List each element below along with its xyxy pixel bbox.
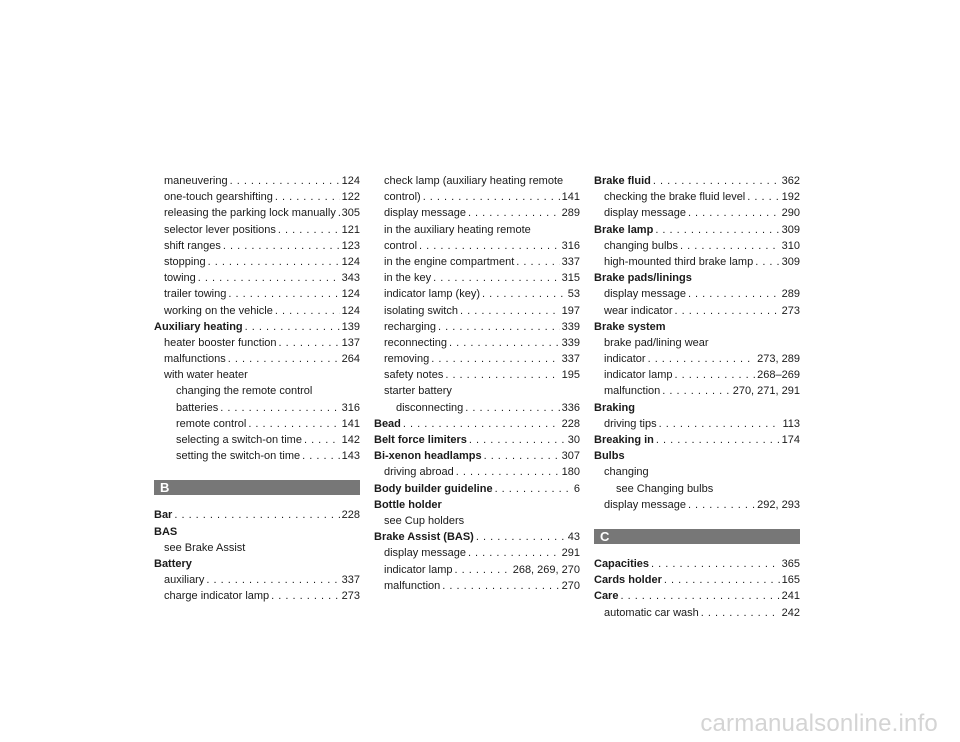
index-term: wear indicator <box>604 304 673 317</box>
index-entry <box>374 531 580 547</box>
dot-leader <box>431 353 559 365</box>
watermark: carmanualsonline.info <box>700 710 938 737</box>
index-entry <box>594 207 800 223</box>
dot-leader <box>423 191 560 203</box>
index-entry <box>594 321 800 337</box>
index-term: Care <box>594 590 619 603</box>
dot-leader <box>468 547 560 559</box>
index-term: driving tips <box>604 417 657 430</box>
index-entry <box>594 385 800 401</box>
index-term: remote control <box>176 417 247 430</box>
dot-leader <box>688 288 780 300</box>
index-entry <box>374 207 580 223</box>
section-header: C <box>594 529 800 544</box>
index-term: indicator lamp (key) <box>384 288 480 301</box>
index-entry <box>374 547 580 563</box>
page-reference[interactable]: 289 <box>781 288 800 301</box>
index-entry <box>154 418 360 434</box>
dot-leader <box>755 256 779 268</box>
index-entry <box>594 418 800 434</box>
index-entry <box>154 224 360 240</box>
page-reference[interactable]: 290 <box>781 207 800 220</box>
dot-leader <box>656 434 780 446</box>
index-term: checking the brake fluid level <box>604 191 746 204</box>
index-term: recharging <box>384 320 436 333</box>
index-term: towing <box>164 272 196 285</box>
index-term: malfunction <box>384 579 441 592</box>
index-term: isolating switch <box>384 304 458 317</box>
dot-leader <box>220 402 339 414</box>
index-entry <box>594 272 800 288</box>
index-term: control) <box>384 191 421 204</box>
dot-leader <box>662 385 730 397</box>
dot-leader <box>198 272 340 284</box>
index-term: one-touch gearshifting <box>164 191 273 204</box>
page-reference[interactable]: 268–269 <box>757 369 800 382</box>
page-reference[interactable]: 336 <box>561 401 580 414</box>
index-column-3 <box>594 175 800 623</box>
index-entry <box>374 272 580 288</box>
index-term: Braking <box>594 401 635 414</box>
index-term: Brake lamp <box>594 223 654 236</box>
index-entry <box>374 385 580 401</box>
index-term: Body builder guideline <box>374 482 493 495</box>
page-reference[interactable]: 121 <box>341 223 360 236</box>
dot-leader <box>338 207 340 219</box>
dot-leader <box>433 272 560 284</box>
dot-leader <box>655 224 779 236</box>
index-term: Brake system <box>594 320 666 333</box>
page-reference[interactable]: 165 <box>781 574 800 587</box>
index-column-2 <box>374 175 580 596</box>
dot-leader <box>403 418 560 430</box>
page-reference[interactable]: 270, 271, 291 <box>732 385 800 398</box>
index-entry <box>154 272 360 288</box>
dot-leader <box>454 564 510 576</box>
index-entry <box>374 580 580 596</box>
page-reference[interactable]: 124 <box>341 175 360 187</box>
page-reference[interactable]: 339 <box>561 320 580 333</box>
dot-leader <box>495 483 572 495</box>
index-term: auxiliary <box>164 574 205 587</box>
dot-leader <box>468 207 560 219</box>
page-reference[interactable]: 195 <box>561 369 580 382</box>
page-reference[interactable]: 343 <box>341 272 360 285</box>
dot-leader <box>516 256 559 268</box>
index-entry <box>374 434 580 450</box>
page-reference[interactable]: 310 <box>781 239 800 252</box>
index-term: removing <box>384 353 430 366</box>
index-term: see Brake Assist <box>164 541 246 554</box>
index-term: selector lever positions <box>164 223 276 236</box>
index-entry <box>154 256 360 272</box>
page-reference[interactable]: 142 <box>341 434 360 446</box>
index-entry <box>594 466 800 482</box>
index-entry <box>154 240 360 256</box>
dot-leader <box>674 369 755 381</box>
index-entry <box>154 402 360 418</box>
page-reference[interactable]: 242 <box>781 606 800 619</box>
index-term: changing bulbs <box>604 239 679 252</box>
index-term: Bi-xenon headlamps <box>374 450 482 463</box>
index-term: in the auxiliary heating remote <box>384 223 531 236</box>
index-entry <box>374 224 580 240</box>
index-term: Bar <box>154 509 173 522</box>
index-entry <box>594 590 800 606</box>
page-reference[interactable]: 122 <box>341 191 360 204</box>
dot-leader <box>476 531 566 543</box>
index-entry <box>374 564 580 580</box>
index-term: Bead <box>374 417 401 430</box>
index-entry <box>594 574 800 590</box>
page-reference[interactable]: 309 <box>781 255 800 268</box>
index-term: maneuvering <box>164 175 228 187</box>
page-reference[interactable]: 337 <box>341 574 360 587</box>
page-reference[interactable]: 292, 293 <box>757 498 800 511</box>
dot-leader <box>460 305 560 317</box>
index-term: see Cup holders <box>384 514 465 527</box>
dot-leader <box>271 590 339 602</box>
index-entry <box>374 353 580 369</box>
index-term: Brake pads/linings <box>594 272 692 285</box>
index-term: selecting a switch-on time <box>176 434 302 446</box>
page-reference[interactable]: 365 <box>781 557 800 570</box>
page-reference[interactable]: 315 <box>561 272 580 285</box>
index-entry <box>154 590 360 606</box>
dot-leader <box>469 434 566 446</box>
index-term: Brake fluid <box>594 175 651 187</box>
dot-leader <box>275 305 340 317</box>
page-reference[interactable]: 339 <box>561 336 580 349</box>
index-entry <box>594 240 800 256</box>
page-reference[interactable]: 124 <box>341 255 360 268</box>
index-term: display message <box>384 547 466 560</box>
page-reference[interactable]: 174 <box>781 434 800 446</box>
index-entry <box>374 191 580 207</box>
page-reference[interactable]: 139 <box>341 320 360 333</box>
index-entry <box>154 191 360 207</box>
page-reference[interactable]: 141 <box>561 191 580 204</box>
dot-leader <box>206 574 339 586</box>
dot-leader <box>465 402 559 414</box>
page-reference[interactable]: 291 <box>561 547 580 560</box>
index-entry <box>594 434 800 450</box>
page-reference[interactable]: 309 <box>781 223 800 236</box>
dot-leader <box>456 466 560 478</box>
dot-leader <box>438 321 560 333</box>
page-reference[interactable]: 124 <box>341 288 360 301</box>
page-reference[interactable]: 362 <box>781 175 800 187</box>
dot-leader <box>228 353 340 365</box>
dot-leader <box>275 191 340 203</box>
index-term: Auxiliary heating <box>154 320 243 333</box>
index-entry <box>594 191 800 207</box>
index-entry <box>154 353 360 369</box>
page-reference[interactable]: 43 <box>567 531 580 544</box>
index-term: setting the switch-on time <box>176 450 301 463</box>
index-term: malfunction <box>604 385 661 398</box>
page-reference[interactable]: 273 <box>341 590 360 603</box>
page-reference[interactable]: 337 <box>561 255 580 268</box>
page-reference[interactable]: 305 <box>341 207 360 220</box>
index-term: Cards holder <box>594 574 662 587</box>
dot-leader <box>245 321 340 333</box>
dot-leader <box>248 418 339 430</box>
index-term: automatic car wash <box>604 606 699 619</box>
index-term: heater booster function <box>164 336 277 349</box>
page-reference[interactable]: 273 <box>781 304 800 317</box>
index-term: in the key <box>384 272 432 285</box>
dot-leader <box>302 450 340 462</box>
index-entry <box>374 240 580 256</box>
index-entry <box>154 385 360 401</box>
index-entry <box>154 526 360 542</box>
index-term: malfunctions <box>164 353 226 366</box>
index-term: check lamp (auxiliary heating remote <box>384 175 564 187</box>
dot-leader <box>688 207 780 219</box>
dot-leader <box>651 558 780 570</box>
dot-leader <box>228 288 339 300</box>
index-entry <box>594 175 800 191</box>
index-term: in the engine compartment <box>384 255 515 268</box>
index-term: Capacities <box>594 557 650 570</box>
index-term: control <box>384 239 418 252</box>
dot-leader <box>747 191 779 203</box>
index-entry <box>154 574 360 590</box>
index-term: safety notes <box>384 369 444 382</box>
page-reference[interactable]: 192 <box>781 191 800 204</box>
index-entry <box>594 224 800 240</box>
index-term: indicator lamp <box>604 369 673 382</box>
index-entry <box>374 305 580 321</box>
index-term: indicator <box>604 353 646 366</box>
index-entry <box>154 337 360 353</box>
index-entry <box>594 402 800 418</box>
index-term: disconnecting <box>396 401 464 414</box>
index-term: Belt force limiters <box>374 434 467 446</box>
page-reference[interactable]: 316 <box>561 239 580 252</box>
index-entry <box>154 542 360 558</box>
index-entry <box>594 353 800 369</box>
page-reference[interactable]: 180 <box>561 466 580 479</box>
index-entry <box>374 450 580 466</box>
index-term: changing <box>604 466 649 479</box>
page-reference[interactable]: 141 <box>341 417 360 430</box>
index-term: working on the vehicle <box>164 304 273 317</box>
index-term: display message <box>604 288 686 301</box>
page-reference[interactable]: 124 <box>341 304 360 317</box>
index-term: see Changing bulbs <box>616 482 714 495</box>
page-reference[interactable]: 143 <box>341 450 360 463</box>
index-entry <box>594 305 800 321</box>
index-entry <box>374 466 580 482</box>
index-entry <box>374 515 580 531</box>
dot-leader <box>442 580 559 592</box>
dot-leader <box>279 337 340 349</box>
index-term: high-mounted third brake lamp <box>604 255 754 268</box>
index-entry <box>594 369 800 385</box>
dot-leader <box>653 175 780 187</box>
page-reference[interactable]: 307 <box>561 450 580 463</box>
dot-leader <box>223 240 340 252</box>
index-term: Breaking in <box>594 434 654 446</box>
index-term: starter battery <box>384 385 452 398</box>
index-term: with water heater <box>164 369 248 382</box>
index-entry <box>374 175 580 191</box>
index-term: batteries <box>176 401 219 414</box>
dot-leader <box>445 369 559 381</box>
index-entry <box>154 305 360 321</box>
index-entry <box>374 369 580 385</box>
index-entry <box>374 321 580 337</box>
dot-leader <box>664 574 780 586</box>
index-term: indicator lamp <box>384 563 453 576</box>
page-reference[interactable]: 289 <box>561 207 580 220</box>
page-reference[interactable]: 123 <box>341 239 360 252</box>
index-term: Bottle holder <box>374 498 442 511</box>
index-entry <box>154 509 360 525</box>
page-reference[interactable]: 241 <box>781 590 800 603</box>
index-entry <box>154 288 360 304</box>
index-entry <box>594 450 800 466</box>
index-term: BAS <box>154 525 178 538</box>
index-column-1 <box>154 175 360 607</box>
index-entry <box>374 402 580 418</box>
index-entry <box>374 288 580 304</box>
dot-leader <box>208 256 340 268</box>
index-entry <box>594 288 800 304</box>
dot-leader <box>659 418 781 430</box>
index-entry <box>154 207 360 223</box>
dot-leader <box>680 240 780 252</box>
dot-leader <box>419 240 560 252</box>
page-reference[interactable]: 53 <box>567 288 580 301</box>
dot-leader <box>648 353 756 365</box>
index-entry <box>594 337 800 353</box>
page-reference[interactable]: 270 <box>561 579 580 592</box>
dot-leader <box>449 337 560 349</box>
index-term: changing the remote control <box>176 385 313 398</box>
dot-leader <box>278 224 340 236</box>
index-entry <box>154 369 360 385</box>
index-entry <box>374 256 580 272</box>
dot-leader <box>230 175 340 187</box>
index-term: shift ranges <box>164 239 221 252</box>
index-entry <box>594 483 800 499</box>
index-entry <box>374 337 580 353</box>
index-term: Bulbs <box>594 450 625 463</box>
page-reference[interactable]: 337 <box>561 353 580 366</box>
dot-leader <box>688 499 755 511</box>
index-term: charge indicator lamp <box>164 590 270 603</box>
index-entry <box>594 558 800 574</box>
dot-leader <box>674 305 779 317</box>
dot-leader <box>620 590 779 602</box>
page-reference[interactable]: 137 <box>341 336 360 349</box>
index-entry <box>154 321 360 337</box>
index-term: trailer towing <box>164 288 227 301</box>
index-entry <box>594 499 800 515</box>
page-reference[interactable]: 228 <box>561 417 580 430</box>
section-header: B <box>154 480 360 495</box>
page-reference[interactable]: 228 <box>341 509 360 522</box>
index-term: stopping <box>164 255 206 268</box>
index-term: display message <box>604 498 686 511</box>
page-reference[interactable]: 6 <box>573 482 580 495</box>
page-reference[interactable]: 273, 289 <box>757 353 800 366</box>
page-reference[interactable]: 197 <box>561 304 580 317</box>
index-entry <box>154 175 360 191</box>
index-term: display message <box>384 207 466 220</box>
dot-leader <box>484 450 560 462</box>
index-entry <box>154 434 360 450</box>
index-entry <box>154 450 360 466</box>
index-term: reconnecting <box>384 336 447 349</box>
page-reference[interactable]: 113 <box>782 417 800 430</box>
index-term: display message <box>604 207 686 220</box>
index-entry <box>154 558 360 574</box>
index-entry <box>374 483 580 499</box>
index-term: Brake Assist (BAS) <box>374 531 474 544</box>
index-term: Battery <box>154 557 192 570</box>
page-reference[interactable]: 316 <box>341 401 360 414</box>
index-term: brake pad/lining wear <box>604 336 709 349</box>
index-term: driving abroad <box>384 466 454 479</box>
dot-leader <box>304 434 340 446</box>
index-entry <box>594 256 800 272</box>
page-reference[interactable]: 264 <box>341 353 360 366</box>
index-term: releasing the parking lock manually <box>164 207 336 220</box>
dot-leader <box>701 607 780 619</box>
page-reference[interactable]: 30 <box>567 434 580 446</box>
index-entry <box>594 607 800 623</box>
index-entry <box>374 499 580 515</box>
dot-leader <box>482 288 566 300</box>
dot-leader <box>174 509 339 521</box>
index-entry <box>374 418 580 434</box>
page-reference[interactable]: 268, 269, 270 <box>512 563 580 576</box>
